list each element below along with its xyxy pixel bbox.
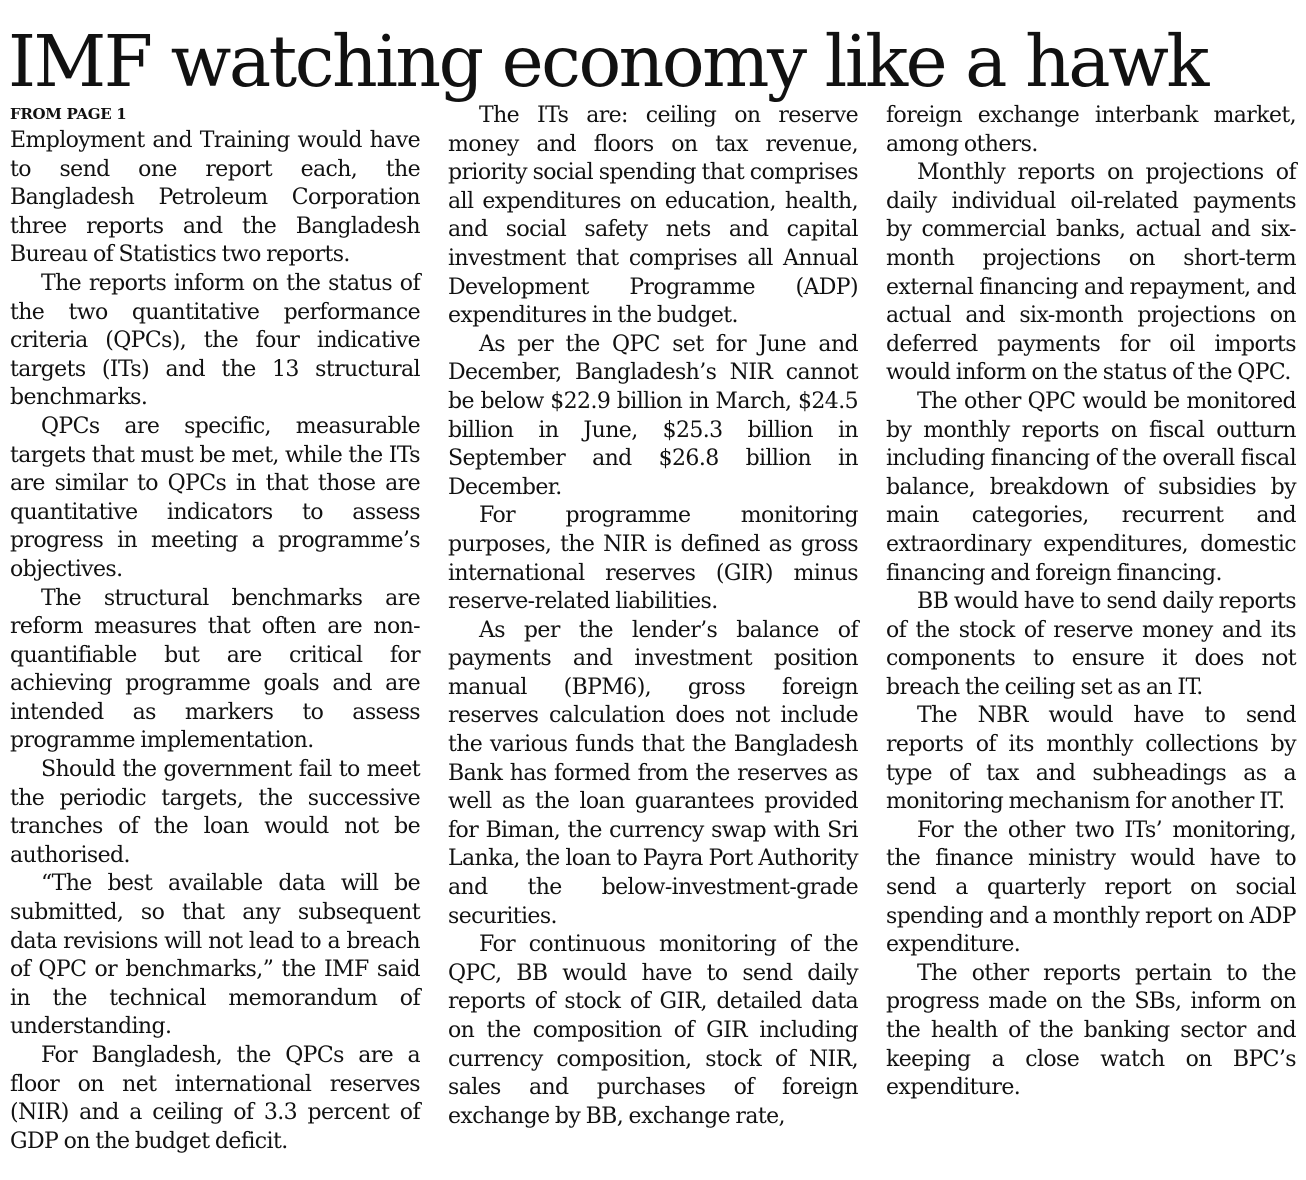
paragraph: QPCs are specific, measurable targets that must be met, while the ITs are similar to QPCs in that those are quantitative indicators to assess progress in meeting a programme’s objectives. [10,413,420,582]
paragraph: BB would have to send daily reports of the stock of reserve money and its components to ensure it does not breach the ceiling set as an IT. [886,589,1296,700]
paragraph: The reports inform on the status of the two quantitative performance criteria (QPCs), the four indicative targets (ITs) and the 13 structural benchmarks. [10,270,420,411]
paragraph: As per the lender’s balance of payments and investment position manual (BPM6), gross foreign reserves calculation does not include the various funds that the Bangladesh Bank has formed from the reserves as well as the loan guarantees provided for Biman, the currency swap with Sri Lanka, the loan to Payra Port Authority and the below-investment-grade securities. [448,617,858,929]
article-column-1 [10,127,420,1156]
paragraph: foreign exchange interbank market, among others. [886,103,1296,157]
paragraph: The other QPC would be monitored by monthly reports on fiscal outturn including financing of the overall fiscal balance, breakdown of subsidies by main categories, recurrent and extraordinary expenditures, domestic financing and foreign financing. [886,388,1296,586]
paragraph: For the other two ITs’ monitoring, the finance ministry would have to send a quarterly report on social spending and a monthly report on ADP expenditure. [886,817,1296,958]
paragraph: As per the QPC set for June and December, Bangladesh’s NIR cannot be below $22.9 billion in March, $24.5 billion in June, $25.3 billion in September and $26.8 billion in December. [448,331,858,500]
article-column-2 [448,102,858,1131]
paragraph: For programme monitoring purposes, the NIR is defined as gross international reserves (GIR) minus reserve-related liabilities. [448,503,858,615]
paragraph: The NBR would have to send reports of its monthly collections by type of tax and subheadings as a monitoring mechanism for another IT. [886,703,1296,815]
paragraph: “The best available data will be submitted, so that any subsequent data revisions will not lead to a breach of QPC or benchmarks,” the IMF said in the technical memorandum of understanding. [10,871,420,1040]
paragraph: Should the government fail to meet the periodic targets, the successive tranches of the loan would not be authorised. [10,757,420,868]
paragraph: Employment and Training would have to send one report each, the Bangladesh Petroleum Corporation three reports and the Bangladesh Bureau of Statistics two reports. [10,128,420,268]
paragraph: Monthly reports on projections of daily individual oil-related payments by commercial banks, actual and six-month projections on short-term external financing and repayment, and actual and six-month projections on deferred payments for oil imports would inform on the status of the QPC. [886,160,1296,386]
paragraph: For continuous monitoring of the QPC, BB would have to send daily reports of stock of GIR, detailed data on the composition of GIR including currency composition, stock of NIR, sales and purchases of foreign exchange by BB, exchange rate, [448,932,858,1129]
paragraph: The other reports pertain to the progress made on the SBs, inform on the health of the banking sector and keeping a close watch on BPC’s expenditure. [886,960,1296,1101]
article-column-3 [886,102,1296,1103]
paragraph: The structural benchmarks are reform measures that often are non-quantifiable but are critical for achieving programme goals and are intended as markers to assess programme implementation. [10,585,420,754]
paragraph: The ITs are: ceiling on reserve money and floors on tax revenue, priority social spending that comprises all expenditures on education, health, and social safety nets and capital investment that comprises all Annual Development Programme (ADP) expenditures in the budget. [448,103,858,329]
paragraph: For Bangladesh, the QPCs are a floor on net international reserves (NIR) and a ceiling of 3.3 percent of GDP on the budget deficit. [10,1043,420,1154]
continuation-kicker: FROM PAGE 1 [10,105,127,123]
headline: IMF watching economy like a hawk [8,20,1207,103]
